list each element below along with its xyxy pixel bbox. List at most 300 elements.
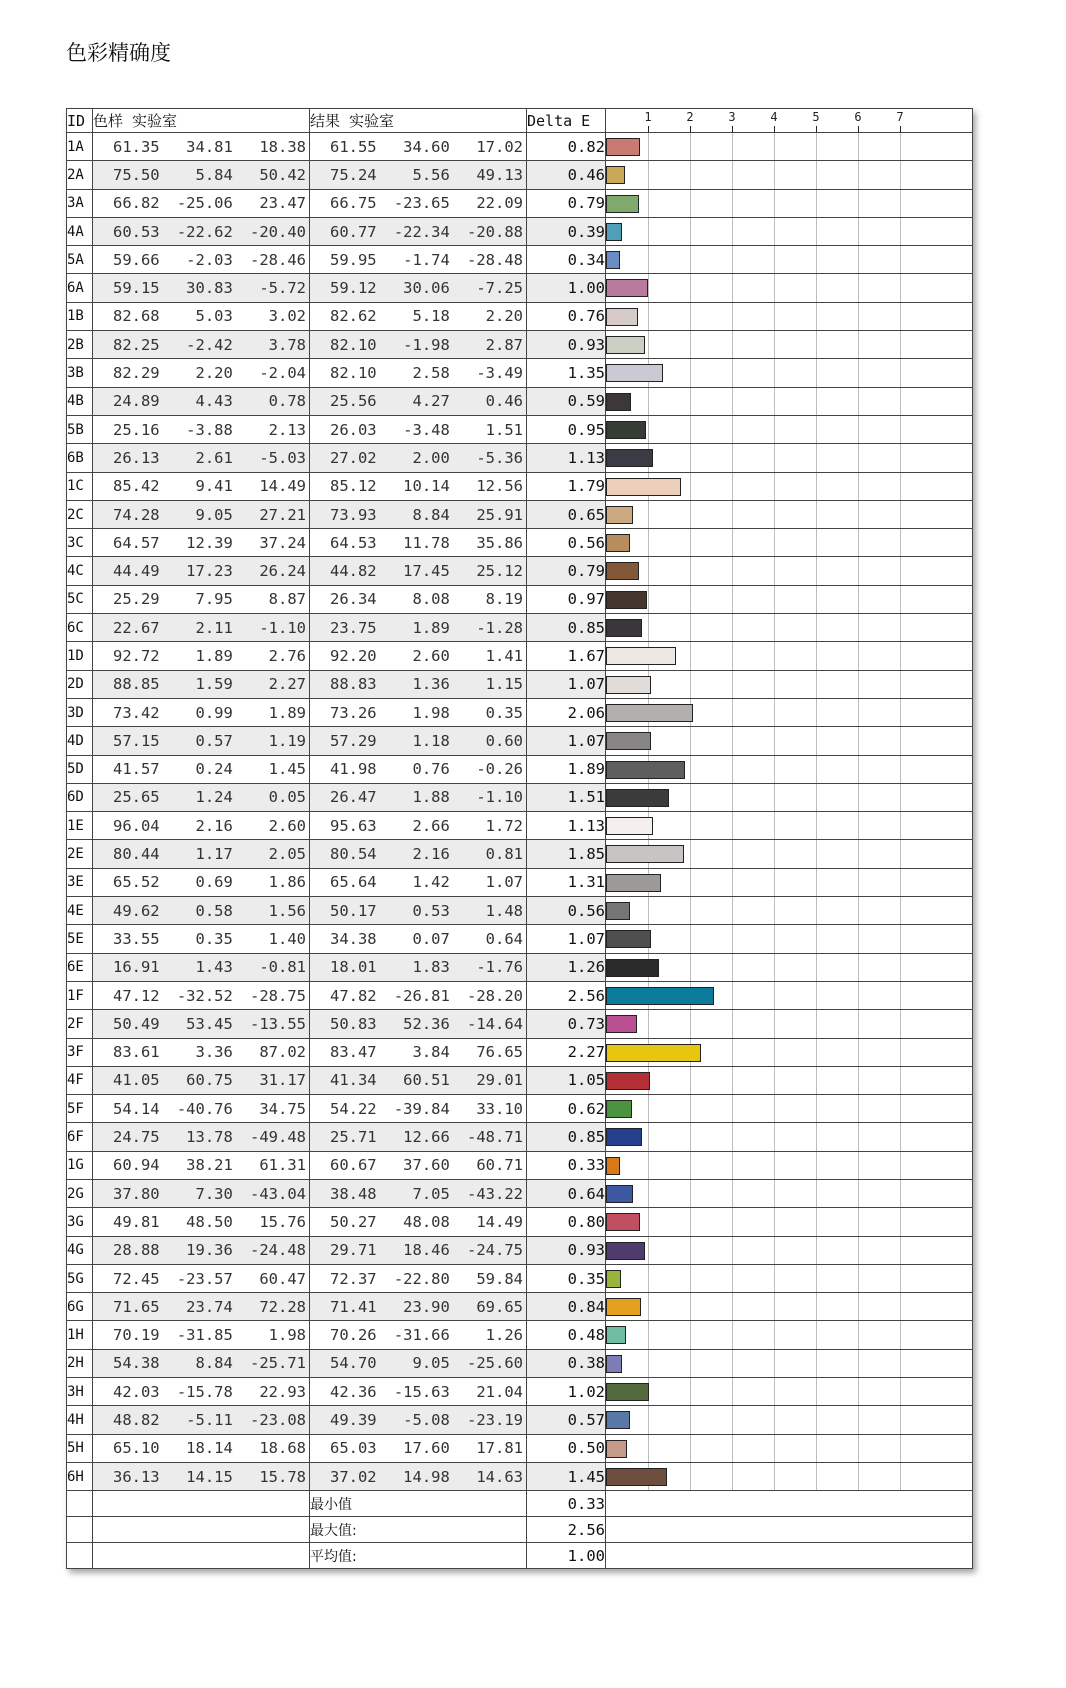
- sample-l-value: 49.62: [112, 901, 160, 920]
- gridline: [900, 303, 901, 330]
- result-b-value: -43.22: [467, 1184, 523, 1203]
- result-b-value: 1.15: [485, 675, 523, 694]
- gridline: [900, 1265, 901, 1292]
- row-id: 4B: [67, 387, 93, 415]
- gridline: [816, 1039, 817, 1066]
- gridline: [648, 586, 649, 613]
- row-id: 3H: [67, 1378, 93, 1406]
- gridline: [732, 388, 733, 415]
- sample-b-value: 8.87: [268, 590, 306, 609]
- gridline: [732, 840, 733, 867]
- row-id: 1A: [67, 133, 93, 161]
- sample-l-value: 66.82: [112, 194, 160, 213]
- delta-e-bar-cell: [606, 1010, 973, 1038]
- result-lab-values: [310, 982, 526, 1009]
- result-a-value: 5.18: [412, 307, 450, 326]
- gridline: [858, 359, 859, 386]
- result-lab-cell: [310, 1208, 527, 1236]
- sample-a-value: -40.76: [176, 1099, 233, 1118]
- result-a-value: -23.65: [393, 194, 450, 213]
- result-b-value: -1.10: [476, 788, 523, 807]
- sample-b-value: 1.89: [268, 703, 306, 722]
- sample-lab-cell: [93, 1293, 310, 1321]
- gridline: [816, 869, 817, 896]
- result-l-value: 26.03: [329, 420, 377, 439]
- row-id: 1C: [67, 472, 93, 500]
- result-l-value: 25.56: [329, 392, 377, 411]
- delta-e-bar-cell: [606, 359, 973, 387]
- gridline: [900, 1152, 901, 1179]
- table-row: [67, 1236, 973, 1264]
- gridline: [774, 274, 775, 301]
- result-a-value: 0.07: [412, 929, 450, 948]
- delta-e-bar: [606, 591, 647, 609]
- result-lab-values: [310, 1435, 526, 1462]
- gridline: [858, 699, 859, 726]
- axis-tick-label: 3: [728, 110, 736, 124]
- color-accuracy-report: [66, 108, 973, 1569]
- sample-a-value: 17.23: [186, 562, 233, 581]
- gridline: [648, 190, 649, 217]
- row-id: 6H: [67, 1462, 93, 1490]
- gridline: [774, 303, 775, 330]
- gridline: [648, 161, 649, 188]
- sample-lab-cell: [93, 1406, 310, 1434]
- gridline: [774, 642, 775, 669]
- gridline: [732, 1321, 733, 1348]
- sample-lab-cell: [93, 557, 310, 585]
- result-l-value: 60.67: [329, 1156, 377, 1175]
- result-lab-values: [310, 1321, 526, 1348]
- delta-e-bar: [606, 1128, 642, 1146]
- delta-e-bar: [606, 902, 630, 920]
- gridline: [816, 1378, 817, 1405]
- result-a-value: -22.80: [393, 1269, 450, 1288]
- sample-lab-values: [93, 1095, 309, 1122]
- gridline: [858, 897, 859, 924]
- gridline: [690, 954, 691, 981]
- sample-lab-values: [93, 699, 309, 726]
- gridline: [816, 473, 817, 500]
- result-lab-values: [310, 1406, 526, 1433]
- result-lab-cell: [310, 925, 527, 953]
- gridline: [690, 784, 691, 811]
- sample-b-value: -25.71: [250, 1354, 306, 1373]
- row-id: 2E: [67, 840, 93, 868]
- row-id: 3E: [67, 868, 93, 896]
- result-lab-values: [310, 1350, 526, 1377]
- gridline: [858, 642, 859, 669]
- sample-b-value: 14.49: [259, 477, 306, 496]
- row-id: 5G: [67, 1264, 93, 1292]
- gridline: [858, 1406, 859, 1433]
- gridline: [858, 671, 859, 698]
- summary-row: [67, 1543, 973, 1569]
- result-l-value: 64.53: [329, 533, 377, 552]
- delta-e-bar: [606, 1185, 633, 1203]
- gridline: [732, 699, 733, 726]
- table-row: [67, 217, 973, 245]
- gridline: [648, 133, 649, 160]
- sample-lab-cell: [93, 1264, 310, 1292]
- sample-lab-values: [93, 784, 309, 811]
- sample-lab-cell: [93, 189, 310, 217]
- sample-b-value: 2.27: [268, 675, 306, 694]
- delta-e-bar-cell: [606, 953, 973, 981]
- sample-l-value: 24.89: [112, 392, 160, 411]
- gridline: [648, 557, 649, 584]
- sample-lab-cell: [93, 500, 310, 528]
- gridline: [732, 1095, 733, 1122]
- table-row: [67, 472, 973, 500]
- gridline: [858, 557, 859, 584]
- sample-b-value: -43.04: [250, 1184, 306, 1203]
- result-b-value: 0.35: [485, 703, 523, 722]
- sample-lab-values: [93, 614, 309, 641]
- gridline: [732, 444, 733, 471]
- gridline: [732, 501, 733, 528]
- gridline: [690, 529, 691, 556]
- gridline: [858, 1010, 859, 1037]
- gridline: [774, 444, 775, 471]
- sample-lab-cell: [93, 783, 310, 811]
- sample-b-value: -28.46: [250, 250, 306, 269]
- result-l-value: 61.55: [329, 137, 377, 156]
- row-id: 4F: [67, 1066, 93, 1094]
- result-lab-cell: [310, 1406, 527, 1434]
- result-b-value: 0.46: [485, 392, 523, 411]
- sample-a-value: -23.57: [176, 1269, 233, 1288]
- result-b-value: 14.49: [476, 1212, 523, 1231]
- gridline: [900, 784, 901, 811]
- gridline: [900, 1435, 901, 1462]
- gridline: [732, 1378, 733, 1405]
- result-lab-values: [310, 161, 526, 188]
- gridline: [816, 246, 817, 273]
- gridline: [858, 246, 859, 273]
- gridline: [900, 1180, 901, 1207]
- sample-lab-cell: [93, 897, 310, 925]
- gridline: [774, 586, 775, 613]
- gridline: [648, 246, 649, 273]
- delta-e-value: 2.27: [527, 1038, 606, 1066]
- delta-e-value: 0.84: [527, 1293, 606, 1321]
- row-id: 6G: [67, 1293, 93, 1321]
- result-l-value: 29.71: [329, 1241, 377, 1260]
- gridline: [858, 586, 859, 613]
- delta-e-bar-cell: [606, 1179, 973, 1207]
- row-id: 6F: [67, 1123, 93, 1151]
- delta-e-bar-cell: [606, 387, 973, 415]
- delta-e-bar: [606, 930, 651, 948]
- row-id: 1E: [67, 812, 93, 840]
- table-row: [67, 415, 973, 443]
- result-lab-cell: [310, 1349, 527, 1377]
- sample-b-value: 60.47: [259, 1269, 306, 1288]
- result-lab-values: [310, 1208, 526, 1235]
- sample-l-value: 36.13: [112, 1467, 160, 1486]
- result-lab-values: [310, 190, 526, 217]
- result-b-value: 1.41: [485, 646, 523, 665]
- delta-e-bar-cell: [606, 472, 973, 500]
- result-a-value: 9.05: [412, 1354, 450, 1373]
- result-lab-cell: [310, 161, 527, 189]
- result-a-value: -31.66: [393, 1326, 450, 1345]
- gridline: [816, 1350, 817, 1377]
- result-lab-values: [310, 303, 526, 330]
- sample-lab-values: [93, 1293, 309, 1320]
- row-id: 3C: [67, 529, 93, 557]
- gridline: [774, 954, 775, 981]
- gridline: [732, 1180, 733, 1207]
- sample-lab-values: [93, 416, 309, 443]
- sample-lab-values: [93, 1350, 309, 1377]
- gridline: [816, 982, 817, 1009]
- gridline: [690, 501, 691, 528]
- delta-e-bar-cell: [606, 331, 973, 359]
- gridline: [900, 1321, 901, 1348]
- gridline: [816, 1067, 817, 1094]
- table-row: [67, 331, 973, 359]
- row-id: 5F: [67, 1095, 93, 1123]
- sample-lab-values: [93, 161, 309, 188]
- result-lab-cell: [310, 246, 527, 274]
- result-l-value: 37.02: [329, 1467, 377, 1486]
- gridline: [900, 1350, 901, 1377]
- gridline: [732, 1435, 733, 1462]
- gridline: [816, 1463, 817, 1490]
- axis-tick-label: 2: [686, 110, 694, 124]
- table-row: [67, 614, 973, 642]
- row-id: 1D: [67, 642, 93, 670]
- header-result: 结果 实验室: [310, 109, 527, 133]
- gridline: [816, 218, 817, 245]
- sample-a-value: 1.59: [195, 675, 233, 694]
- sample-a-value: -2.03: [186, 250, 233, 269]
- sample-l-value: 44.49: [112, 562, 160, 581]
- gridline: [900, 388, 901, 415]
- sample-lab-cell: [93, 698, 310, 726]
- axis-tick-label: 4: [770, 110, 778, 124]
- delta-e-value: 1.07: [527, 727, 606, 755]
- gridline: [816, 1406, 817, 1433]
- gridline: [732, 1010, 733, 1037]
- result-lab-values: [310, 699, 526, 726]
- delta-e-bar: [606, 506, 633, 524]
- sample-lab-cell: [93, 1321, 310, 1349]
- delta-e-bar-cell: [606, 1208, 973, 1236]
- result-lab-values: [310, 1180, 526, 1207]
- sample-lab-values: [93, 1180, 309, 1207]
- gridline: [816, 614, 817, 641]
- sample-l-value: 26.13: [112, 448, 160, 467]
- gridline: [732, 473, 733, 500]
- gridline: [858, 1293, 859, 1320]
- delta-e-bar: [606, 1411, 630, 1429]
- result-lab-cell: [310, 331, 527, 359]
- gridline: [774, 1435, 775, 1462]
- gridline: [774, 1293, 775, 1320]
- result-l-value: 65.64: [329, 873, 377, 892]
- row-id: 5H: [67, 1434, 93, 1462]
- sample-a-value: 3.36: [195, 1043, 233, 1062]
- sample-lab-values: [93, 982, 309, 1009]
- summary-sample-empty: [93, 1491, 310, 1517]
- sample-a-value: 23.74: [186, 1297, 233, 1316]
- sample-l-value: 42.03: [112, 1382, 160, 1401]
- sample-l-value: 74.28: [112, 505, 160, 524]
- delta-e-bar-cell: [606, 217, 973, 245]
- result-b-value: 12.56: [476, 477, 523, 496]
- result-l-value: 92.20: [329, 646, 377, 665]
- gridline: [648, 1237, 649, 1264]
- gridline: [774, 925, 775, 952]
- delta-e-bar: [606, 704, 693, 722]
- sample-b-value: -0.81: [259, 958, 306, 977]
- gridline: [816, 1152, 817, 1179]
- gridline: [816, 359, 817, 386]
- gridline: [816, 331, 817, 358]
- sample-a-value: 18.14: [186, 1439, 233, 1458]
- sample-lab-values: [93, 756, 309, 783]
- sample-b-value: 2.60: [268, 816, 306, 835]
- gridline: [690, 642, 691, 669]
- delta-e-bar-cell: [606, 1264, 973, 1292]
- gridline: [816, 1293, 817, 1320]
- sample-l-value: 70.19: [112, 1326, 160, 1345]
- sample-b-value: 2.76: [268, 646, 306, 665]
- result-l-value: 80.54: [329, 845, 377, 864]
- result-l-value: 41.98: [329, 760, 377, 779]
- axis-tick-mark: [690, 126, 691, 132]
- result-lab-values: [310, 642, 526, 669]
- sample-a-value: -22.62: [176, 222, 233, 241]
- gridline: [816, 925, 817, 952]
- gridline: [732, 1067, 733, 1094]
- sample-a-value: 2.61: [195, 448, 233, 467]
- delta-e-value: 0.93: [527, 331, 606, 359]
- delta-e-bar-cell: [606, 1321, 973, 1349]
- sample-b-value: 2.05: [268, 845, 306, 864]
- gridline: [648, 1010, 649, 1037]
- gridline: [732, 1463, 733, 1490]
- result-lab-values: [310, 954, 526, 981]
- sample-l-value: 60.53: [112, 222, 160, 241]
- gridline: [732, 812, 733, 839]
- summary-sample-empty: [93, 1517, 310, 1543]
- delta-e-value: 0.64: [527, 1179, 606, 1207]
- result-a-value: 2.66: [412, 816, 450, 835]
- sample-a-value: 34.81: [186, 137, 233, 156]
- gridline: [690, 1237, 691, 1264]
- result-lab-cell: [310, 217, 527, 245]
- table-row: [67, 868, 973, 896]
- gridline: [732, 1237, 733, 1264]
- gridline: [648, 218, 649, 245]
- row-id: 1B: [67, 302, 93, 330]
- axis-tick-mark: [900, 126, 901, 132]
- gridline: [648, 303, 649, 330]
- sample-b-value: -1.10: [259, 618, 306, 637]
- gridline: [816, 642, 817, 669]
- gridline: [900, 1010, 901, 1037]
- row-id: 3G: [67, 1208, 93, 1236]
- delta-e-value: 1.89: [527, 755, 606, 783]
- sample-a-value: 30.83: [186, 279, 233, 298]
- delta-e-table: [66, 108, 973, 1569]
- gridline: [858, 727, 859, 754]
- result-lab-cell: [310, 840, 527, 868]
- gridline: [690, 218, 691, 245]
- sample-lab-cell: [93, 1123, 310, 1151]
- result-b-value: -1.76: [476, 958, 523, 977]
- result-a-value: -39.84: [393, 1099, 450, 1118]
- result-b-value: 17.02: [476, 137, 523, 156]
- sample-a-value: 0.99: [195, 703, 233, 722]
- gridline: [858, 473, 859, 500]
- result-lab-cell: [310, 274, 527, 302]
- delta-e-bar: [606, 619, 642, 637]
- gridline: [858, 1378, 859, 1405]
- result-lab-cell: [310, 1378, 527, 1406]
- sample-a-value: 0.69: [195, 873, 233, 892]
- axis-tick-mark: [774, 126, 775, 132]
- sample-l-value: 60.94: [112, 1156, 160, 1175]
- result-a-value: 17.60: [403, 1439, 450, 1458]
- delta-e-bar: [606, 562, 639, 580]
- result-b-value: -3.49: [476, 364, 523, 383]
- row-id: 3F: [67, 1038, 93, 1066]
- result-a-value: 1.42: [412, 873, 450, 892]
- result-l-value: 85.12: [329, 477, 377, 496]
- delta-e-bar: [606, 1270, 621, 1288]
- sample-lab-cell: [93, 981, 310, 1009]
- row-id: 6B: [67, 444, 93, 472]
- result-lab-cell: [310, 642, 527, 670]
- result-l-value: 70.26: [329, 1326, 377, 1345]
- delta-e-value: 0.65: [527, 500, 606, 528]
- gridline: [816, 416, 817, 443]
- result-l-value: 73.26: [329, 703, 377, 722]
- table-row: [67, 585, 973, 613]
- sample-b-value: 23.47: [259, 194, 306, 213]
- gridline: [690, 897, 691, 924]
- table-row: [67, 1349, 973, 1377]
- gridline: [900, 756, 901, 783]
- result-l-value: 26.47: [329, 788, 377, 807]
- sample-l-value: 49.81: [112, 1212, 160, 1231]
- result-b-value: -24.75: [467, 1241, 523, 1260]
- result-a-value: 4.27: [412, 392, 450, 411]
- delta-e-bar: [606, 1355, 622, 1373]
- sample-lab-values: [93, 1463, 309, 1490]
- gridline: [690, 614, 691, 641]
- result-lab-cell: [310, 727, 527, 755]
- delta-e-bar-cell: [606, 614, 973, 642]
- sample-lab-values: [93, 671, 309, 698]
- result-l-value: 34.38: [329, 929, 377, 948]
- sample-b-value: 34.75: [259, 1099, 306, 1118]
- gridline: [900, 190, 901, 217]
- delta-e-value: 1.02: [527, 1378, 606, 1406]
- gridline: [774, 671, 775, 698]
- sample-lab-values: [93, 246, 309, 273]
- delta-e-value: 1.00: [527, 274, 606, 302]
- gridline: [900, 416, 901, 443]
- result-a-value: 10.14: [403, 477, 450, 496]
- sample-lab-cell: [93, 953, 310, 981]
- result-b-value: 22.09: [476, 194, 523, 213]
